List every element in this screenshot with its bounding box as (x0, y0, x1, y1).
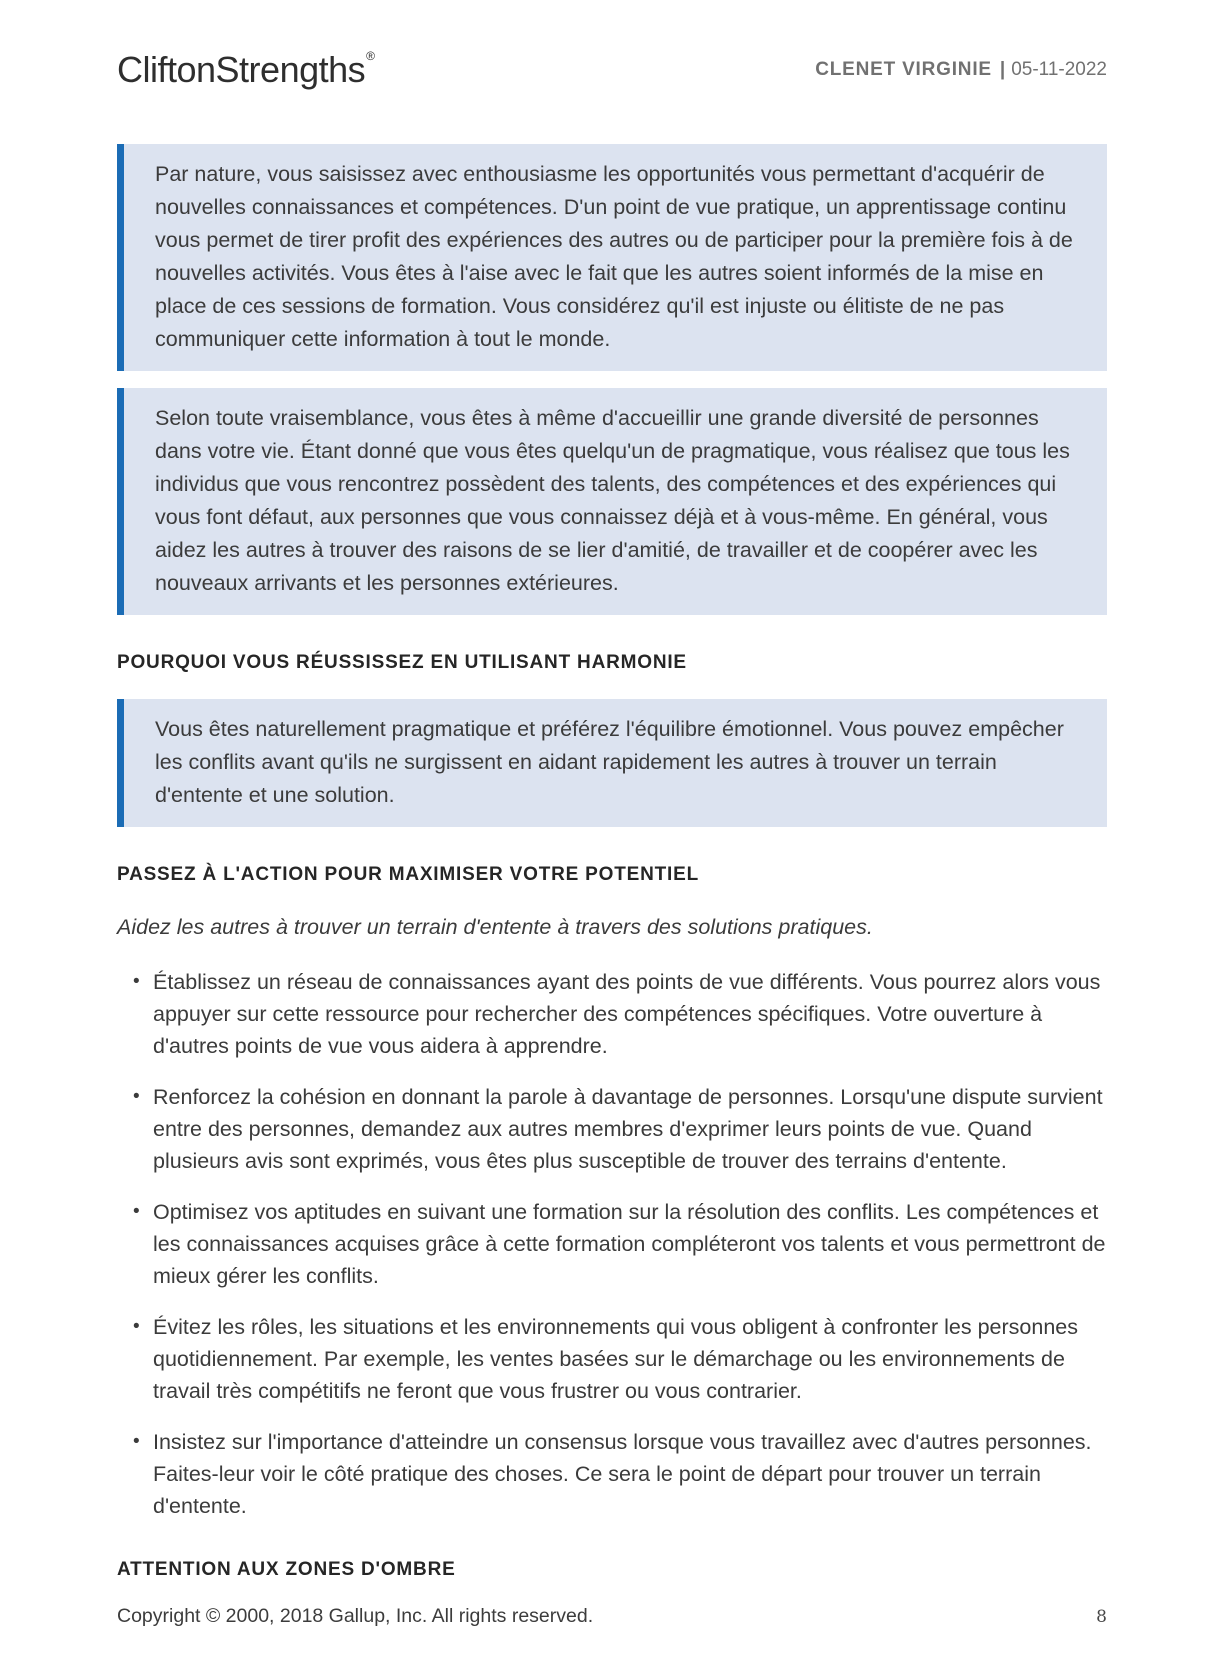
report-body (117, 144, 1107, 1605)
section-heading-blind-spots: ATTENTION AUX ZONES D'OMBRE (117, 1558, 456, 1580)
bullet-icon: • (133, 1315, 140, 1337)
bullet-icon: • (133, 1430, 140, 1452)
section-heading-take-action: PASSEZ À L'ACTION POUR MAXIMISER VOTRE POTENTIEL (117, 863, 699, 885)
action-items-list (117, 966, 1107, 1522)
section-heading-why-you-succeed: POURQUOI VOUS RÉUSSISSEZ EN UTILISANT HARMONIE (117, 652, 687, 673)
copyright-text: Copyright © 2000, 2018 Gallup, Inc. All rights reserved. (117, 1605, 594, 1628)
take-action-intro: Aidez les autres à trouver un terrain d'entente à travers des solutions pratiques. (117, 914, 873, 939)
action-item-5-text: Insistez sur l'importance d'atteindre un consensus lorsque vous travaillez avec d'autres personnes. Faites-leur voir le côté pratique des choses. Ce sera le point de départ pour trouver un terrain d'entente. (153, 1429, 1092, 1518)
action-item-1-text: Établissez un réseau de connaissances ayant des points de vue différents. Vous pourrez alors vous appuyer sur cette ressource pour rechercher des compétences spécifiques. Votre ouverture à d'autres points de vue vous aidera à apprendre. (153, 969, 1101, 1058)
action-item-2-text: Renforcez la cohésion en donnant la parole à davantage de personnes. Lorsqu'une dispute survient entre des personnes, demandez aux autres membres d'exprimer leurs points de vue. Quand plusieurs avis sont exprimés, vous êtes plus susceptible de trouver des terrains d'entente. (153, 1084, 1103, 1173)
page-number: 8 (1096, 1607, 1107, 1628)
why-succeed-paragraph-text: Vous êtes naturellement pragmatique et préférez l'équilibre émotionnel. Vous pouvez empêcher les conflits avant qu'ils ne surgissent en aidant rapidement les autres à trouver un terrain d'entente et une solution. (155, 716, 1064, 807)
action-item-4 (117, 1311, 1107, 1407)
action-item-3 (117, 1196, 1107, 1292)
person-name: CLENET VIRGINIE (815, 59, 992, 80)
registered-trademark-icon: ® (366, 49, 375, 63)
action-item-5 (117, 1426, 1107, 1522)
action-item-3-text: Optimisez vos aptitudes en suivant une formation sur la résolution des conflits. Les compétences et les connaissances acquises grâce à cette formation compléteront vos talents et vous permettront de mieux gérer les conflits. (153, 1199, 1106, 1288)
insight-paragraph-2-text: Selon toute vraisemblance, vous êtes à même d'accueillir une grande diversité de personnes dans votre vie. Étant donné que vous êtes quelqu'un de pragmatique, vous réalisez que tous les individus que vous rencontrez possèdent des talents, des compétences et des expériences qui vous font défaut, aux personnes que vous connaissez déjà et à vous-même. En général, vous aidez les autres à trouver des raisons de se lier d'amitié, de travailler et de coopérer avec les nouveaux arrivants et les personnes extérieures. (155, 406, 1070, 595)
page-footer (117, 1605, 1107, 1628)
clifton-strengths-logo (117, 50, 374, 88)
action-item-1 (117, 966, 1107, 1062)
report-date: 05-11-2022 (1011, 59, 1107, 80)
insight-paragraph-2 (117, 388, 1107, 615)
report-meta (815, 59, 1107, 88)
bullet-icon: • (133, 1200, 140, 1222)
why-succeed-paragraph (117, 699, 1107, 827)
insight-paragraph-1-text: Par nature, vous saisissez avec enthousiasme les opportunités vous permettant d'acquérir de nouvelles connaissances et compétences. D'un point de vue pratique, un apprentissage continu vous permet de tirer profit des expériences des autres ou de participer pour la première fois à de nouvelles activités. Vous êtes à l'aise avec le fait que les autres soient informés de la mise en place de ces sessions de formation. Vous considérez qu'il est injuste ou élitiste de ne pas communiquer cette information à tout le monde. (155, 162, 1073, 351)
page-header (117, 50, 1107, 88)
bullet-icon: • (133, 970, 140, 992)
logo-text: CliftonStrengths (117, 49, 366, 90)
insight-paragraph-1 (117, 144, 1107, 371)
bullet-icon: • (133, 1085, 140, 1107)
action-item-4-text: Évitez les rôles, les situations et les environnements qui vous obligent à confronter les personnes quotidiennement. Par exemple, les ventes basées sur le démarchage ou les environnements de travail très compétitifs ne feront que vous frustrer ou vous contrarier. (153, 1314, 1079, 1403)
meta-separator: | (999, 59, 1006, 80)
action-item-2 (117, 1081, 1107, 1177)
